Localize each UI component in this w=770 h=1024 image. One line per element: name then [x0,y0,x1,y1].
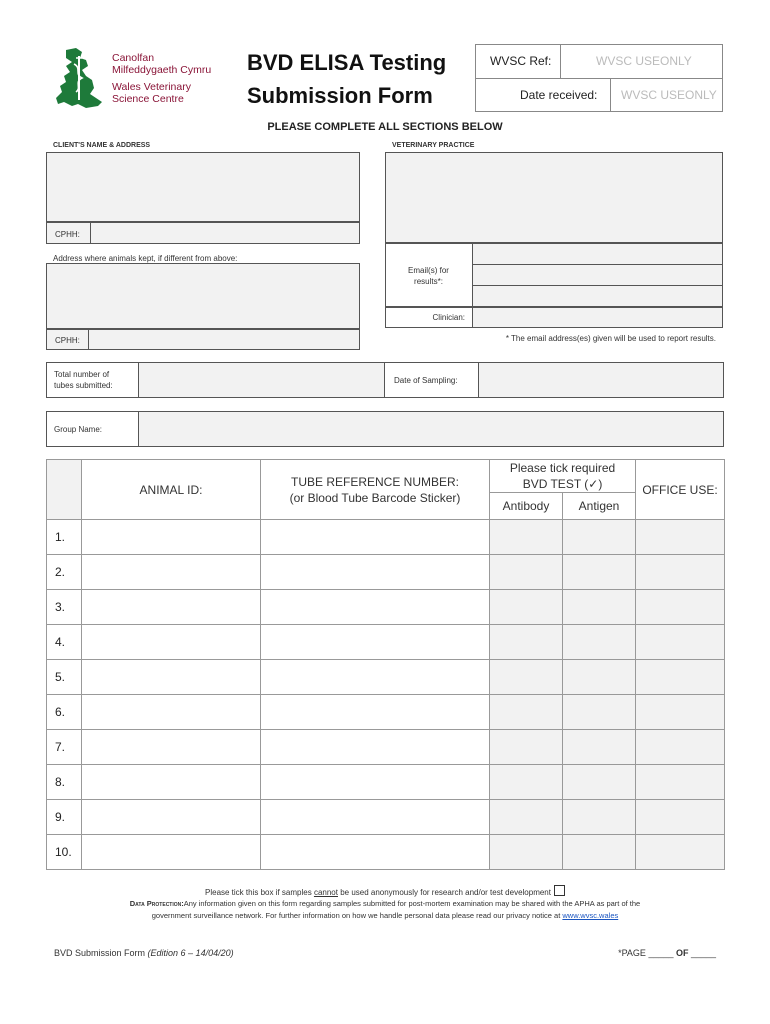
wvsc-ref-value[interactable]: WVSC USEONLY [596,54,692,68]
antigen-cell[interactable] [563,520,636,555]
antigen-cell[interactable] [563,625,636,660]
antigen-header: Antigen [563,493,636,520]
row-number: 4. [47,625,82,660]
office-use-cell[interactable] [636,660,725,695]
title-line-2: Submission Form [247,83,433,108]
wvsc-ref-label: WVSC Ref: [490,54,552,68]
email-field-1[interactable] [473,244,722,265]
dp-text-1: Any information given on this form regarding samples submitted for post-mortem examination may be shared with the APHA as part of the [183,899,641,908]
antibody-header: Antibody [490,493,563,520]
table-row [47,590,725,625]
tick-header-line-1: Please tick required [509,461,616,475]
anon-consent [0,885,770,897]
office-use-cell[interactable] [636,625,725,660]
client-heading: CLIENT'S NAME & ADDRESS [53,142,151,149]
antibody-cell[interactable] [490,835,563,870]
office-use-header: OFFICE USE: [636,460,725,520]
tube-ref-cell[interactable] [261,800,490,835]
row-number: 9. [47,800,82,835]
page-label-2: _____ [688,948,716,958]
sampling-date-label: Date of Sampling: [394,376,458,385]
row-number: 7. [47,730,82,765]
logo [52,46,232,110]
email-label-line-1: Email(s) for [408,266,449,275]
instruction-heading: PLEASE COMPLETE ALL SECTIONS BELOW [267,121,503,133]
page-label-of: OF [675,948,689,958]
group-name-label: Group Name: [54,425,103,434]
cphh-label: CPHH: [55,230,80,239]
table-row [47,520,725,555]
alt-address-field[interactable] [46,263,360,329]
antigen-cell[interactable] [563,835,636,870]
row-number: 6. [47,695,82,730]
antibody-cell[interactable] [490,730,563,765]
tube-ref-cell[interactable] [261,730,490,765]
edition-label [54,948,234,958]
row-number: 10. [47,835,82,870]
date-received-value[interactable]: WVSC USEONLY [621,88,717,102]
antibody-cell[interactable] [490,800,563,835]
page-label-1: *PAGE _____ [618,948,676,958]
logo-line-4: Science Centre [112,93,184,105]
row-number-header [47,460,82,520]
privacy-link[interactable]: www.wvsc.wales [562,911,619,920]
tube-ref-cell[interactable] [261,695,490,730]
tube-ref-header-line-2: (or Blood Tube Barcode Sticker) [289,490,461,505]
office-use-cell[interactable] [636,800,725,835]
tube-ref-header [261,460,490,520]
animal-id-header: ANIMAL ID: [82,460,261,520]
antibody-cell[interactable] [490,520,563,555]
total-tubes-label-line-1: Total number of [54,370,110,379]
data-protection-notice [46,898,724,922]
tube-ref-cell[interactable] [261,625,490,660]
date-received-label: Date received: [520,88,598,102]
antigen-cell[interactable] [563,660,636,695]
animal-id-cell[interactable] [82,590,261,625]
sampling-date-field[interactable] [479,363,723,397]
email-label [385,265,472,287]
animal-id-cell[interactable] [82,520,261,555]
office-use-cell[interactable] [636,590,725,625]
animal-id-cell[interactable] [82,625,261,660]
office-use-cell[interactable] [636,520,725,555]
total-tubes-label [54,369,113,391]
total-tubes-field[interactable] [139,363,384,397]
logo-line-2: Milfeddygaeth Cymru [112,64,212,76]
cphh-field[interactable] [91,223,359,243]
table-row [47,695,725,730]
antibody-cell[interactable] [490,555,563,590]
animal-id-cell[interactable] [82,835,261,870]
vet-heading: VETERINARY PRACTICE [392,142,475,149]
edition-italic: (Edition 6 – 14/04/20) [147,948,234,958]
cphh2-label: CPHH: [55,336,80,345]
office-use-cell[interactable] [636,730,725,765]
antibody-cell[interactable] [490,765,563,800]
tube-ref-cell[interactable] [261,555,490,590]
row-number: 2. [47,555,82,590]
tube-ref-cell[interactable] [261,520,490,555]
total-tubes-label-line-2: tubes submitted: [54,381,113,390]
antigen-cell[interactable] [563,800,636,835]
tube-ref-cell[interactable] [261,835,490,870]
anon-text-post: be used anonymously for research and/or test development [337,888,551,897]
tick-header-line-2: BVD TEST (✓) [522,477,603,491]
animal-id-cell[interactable] [82,765,261,800]
antibody-cell[interactable] [490,695,563,730]
table-row [47,765,725,800]
antigen-cell[interactable] [563,730,636,765]
title-line-1: BVD ELISA Testing [247,50,447,75]
office-use-cell[interactable] [636,695,725,730]
dp-text-2: government surveillance network. For further information on how we handle personal data please read our privacy notice at [151,911,563,920]
animal-id-cell[interactable] [82,555,261,590]
edition-main: BVD Submission Form [54,948,148,958]
group-name-field[interactable] [139,412,723,446]
office-use-cell[interactable] [636,835,725,870]
antigen-cell[interactable] [563,590,636,625]
antigen-cell[interactable] [563,765,636,800]
animal-id-cell[interactable] [82,660,261,695]
animal-id-cell[interactable] [82,695,261,730]
antigen-cell[interactable] [563,555,636,590]
table-row [47,730,725,765]
table-row [47,660,725,695]
row-number: 3. [47,590,82,625]
table-row [47,555,725,590]
anon-checkbox[interactable] [554,885,565,896]
row-number: 8. [47,765,82,800]
antibody-cell[interactable] [490,625,563,660]
anon-text-cannot: cannot [313,888,338,897]
wales-map-logo-icon [52,46,110,110]
tube-ref-header-line-1: TUBE REFERENCE NUMBER: [290,474,460,489]
page-counter [618,948,716,958]
email-field-3[interactable] [473,286,722,306]
cphh2-field[interactable] [89,330,359,349]
email-field-2[interactable] [473,265,722,286]
clinician-label: Clinician: [432,313,465,322]
tube-ref-cell[interactable] [261,660,490,695]
antigen-cell[interactable] [563,695,636,730]
dp-title: Data Protection: [129,899,184,908]
animal-id-cell[interactable] [82,730,261,765]
table-row [47,625,725,660]
logo-line-1: Canolfan [112,52,155,64]
tick-test-header [490,460,636,493]
clinician-field[interactable] [473,308,722,327]
alt-address-label: Address where animals kept, if different from above: [53,254,238,263]
page-title [247,46,446,112]
antibody-cell[interactable] [490,660,563,695]
tube-ref-cell[interactable] [261,590,490,625]
animal-table [46,459,725,870]
table-row [47,800,725,835]
antibody-cell[interactable] [490,590,563,625]
table-row [47,835,725,870]
office-use-cell[interactable] [636,765,725,800]
anon-text-pre: Please tick this box if samples [205,888,314,897]
animal-id-cell[interactable] [82,800,261,835]
vet-practice-field[interactable] [385,152,723,243]
tube-ref-cell[interactable] [261,765,490,800]
row-number: 1. [47,520,82,555]
email-note: * The email address(es) given will be used to report results. [505,334,716,343]
logo-line-3: Wales Veterinary [112,81,191,93]
office-use-cell[interactable] [636,555,725,590]
email-label-line-2: results*: [414,277,443,286]
row-number: 5. [47,660,82,695]
client-name-address-field[interactable] [46,152,360,222]
